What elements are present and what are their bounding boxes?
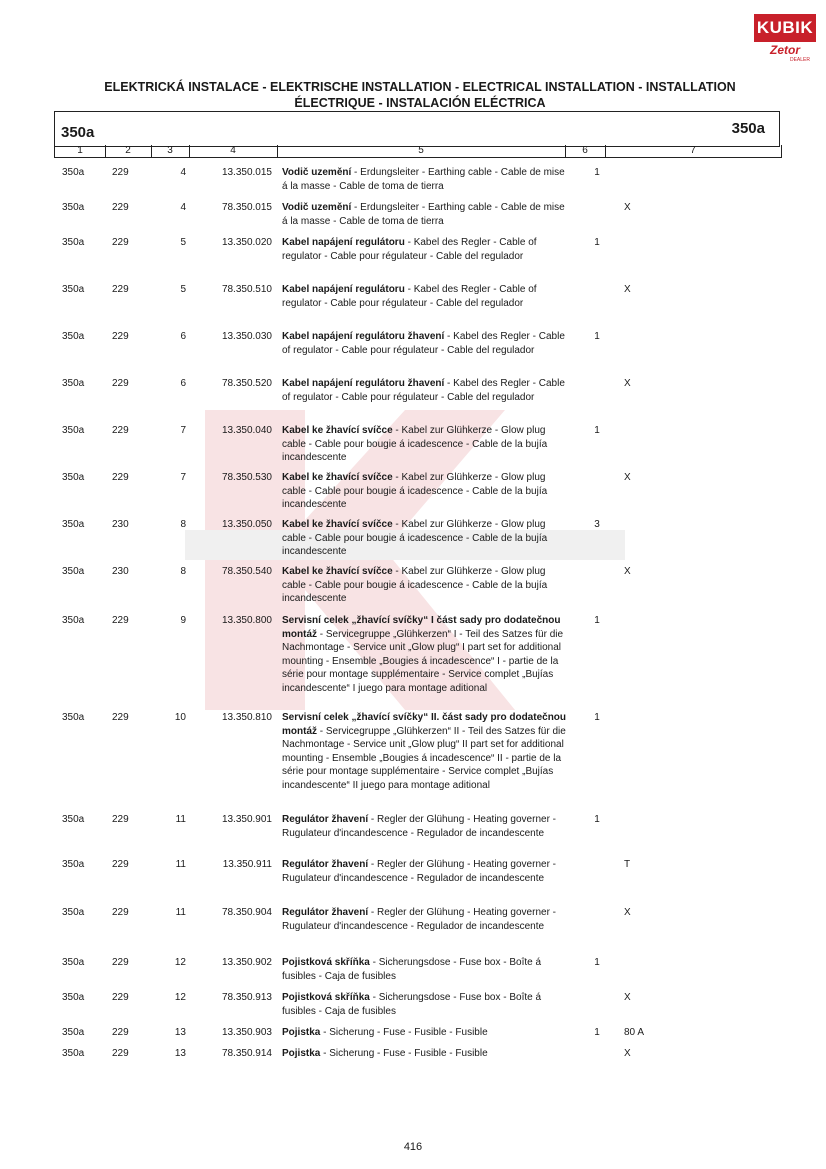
page-title-line2: ÉLECTRIQUE - INSTALACIÓN ELÉCTRICA xyxy=(294,96,546,110)
row-part-number: 13.350.050 xyxy=(221,519,272,530)
row-description-translations: - Kabel des Regler - Cable of regulator - Cable pour régulateur - Cable del regulador xyxy=(282,378,565,403)
row-part-number: 13.350.911 xyxy=(222,859,272,870)
row-description-translations: - Kabel zur Glühkerze - Glow plug cable - Cable pour bougie á icadescence - Cable de la bujía incandescente xyxy=(282,472,548,510)
row-quantity: 3 xyxy=(594,519,600,530)
row-figure: 229 xyxy=(112,331,129,342)
row-position: 13 xyxy=(174,1027,186,1038)
row-description-translations: - Regler der Glühung - Heating governer - Rugulateur d'incandescence - Regulador de incandescente xyxy=(282,814,557,839)
row-position: 12 xyxy=(174,992,186,1003)
row-part-number: 78.350.913 xyxy=(221,992,272,1003)
row-figure: 229 xyxy=(112,167,129,178)
section-header xyxy=(54,111,780,147)
row-position: 6 xyxy=(180,378,186,389)
row-description-translations: - Regler der Glühung - Heating governer - Rugulateur d'incandescence - Regulador de incandescente xyxy=(282,907,557,932)
row-description-czech: Pojistka xyxy=(282,1048,321,1059)
row-description xyxy=(282,236,567,263)
row-description-czech: Kabel napájení regulátoru žhavení xyxy=(282,378,445,389)
row-part-number: 13.350.810 xyxy=(221,712,272,723)
row-group: 350a xyxy=(62,992,85,1003)
row-quantity: 1 xyxy=(594,814,600,825)
row-description xyxy=(282,1026,567,1040)
row-part-number: 78.350.904 xyxy=(221,907,272,918)
row-quantity: 1 xyxy=(594,167,600,178)
row-description xyxy=(282,471,567,512)
column-header: 2 xyxy=(105,145,152,157)
row-figure: 229 xyxy=(112,957,129,968)
row-position: 12 xyxy=(174,957,186,968)
row-description xyxy=(282,565,567,606)
row-description xyxy=(282,991,567,1018)
row-note: X xyxy=(624,566,631,577)
row-group: 350a xyxy=(62,284,85,295)
row-quantity: 1 xyxy=(594,615,600,626)
row-description-czech: Regulátor žhavení xyxy=(282,814,369,825)
row-description-czech: Kabel napájení regulátoru xyxy=(282,284,405,295)
row-description xyxy=(282,906,567,933)
row-description-czech: Pojistková skříňka xyxy=(282,992,370,1003)
row-description-translations: - Kabel des Regler - Cable of regulator - Cable pour régulateur - Cable del regulador xyxy=(282,237,537,262)
row-part-number: 78.350.530 xyxy=(221,472,272,483)
row-part-number: 13.350.040 xyxy=(221,425,272,436)
row-position: 4 xyxy=(180,167,186,178)
row-group: 350a xyxy=(62,167,85,178)
section-label-right: 350a xyxy=(731,120,765,137)
row-description-czech: Pojistková skříňka xyxy=(282,957,370,968)
row-part-number: 13.350.020 xyxy=(221,237,272,248)
column-header: 1 xyxy=(55,145,106,157)
column-header-row xyxy=(54,145,782,158)
row-position: 6 xyxy=(180,331,186,342)
row-description-translations: - Kabel des Regler - Cable of regulator - Cable pour régulateur - Cable del regulador xyxy=(282,284,537,309)
row-group: 350a xyxy=(62,957,85,968)
row-part-number: 78.350.540 xyxy=(221,566,272,577)
column-header: 4 xyxy=(189,145,278,157)
row-part-number: 13.350.902 xyxy=(221,957,272,968)
row-figure: 229 xyxy=(112,237,129,248)
row-description-translations: - Sicherungsdose - Fuse box - Boîte á fusibles - Caja de fusibles xyxy=(282,992,542,1017)
row-note: X xyxy=(624,992,631,1003)
kubik-logo xyxy=(754,14,816,64)
row-position: 4 xyxy=(180,202,186,213)
row-position: 11 xyxy=(175,859,186,870)
row-description-czech: Vodič uzemění xyxy=(282,167,352,178)
row-part-number: 78.350.015 xyxy=(221,202,272,213)
row-description-czech: Regulátor žhavení xyxy=(282,907,369,918)
row-figure: 229 xyxy=(112,814,129,825)
row-description xyxy=(282,858,567,885)
row-part-number: 13.350.015 xyxy=(221,167,272,178)
column-header: 5 xyxy=(277,145,566,157)
row-group: 350a xyxy=(62,202,85,213)
row-quantity: 1 xyxy=(594,237,600,248)
row-position: 8 xyxy=(180,566,186,577)
row-quantity: 1 xyxy=(594,425,600,436)
row-group: 350a xyxy=(62,814,85,825)
row-description-czech: Regulátor žhavení xyxy=(282,859,369,870)
row-part-number: 13.350.901 xyxy=(221,814,272,825)
row-figure: 229 xyxy=(112,472,129,483)
row-figure: 230 xyxy=(112,566,129,577)
row-figure: 229 xyxy=(112,992,129,1003)
logo-brand: KUBIK xyxy=(756,18,814,37)
row-description xyxy=(282,166,567,193)
row-quantity: 1 xyxy=(594,1027,600,1038)
row-position: 13 xyxy=(174,1048,186,1059)
row-description-czech: Servisní celek „žhavící svíčky“ II. část sady pro dodatečnou montáž xyxy=(282,712,567,737)
row-note: X xyxy=(624,202,631,213)
row-group: 350a xyxy=(62,859,85,870)
logo-partner: Zetor xyxy=(770,43,800,57)
row-figure: 229 xyxy=(112,1048,129,1059)
row-group: 350a xyxy=(62,566,85,577)
column-header: 3 xyxy=(151,145,190,157)
row-quantity: 1 xyxy=(594,957,600,968)
row-description xyxy=(282,201,567,228)
row-description-translations: - Servicegruppe „Glühkerzen“ II - Teil des Satzes für die Nachmontage - Service unit „Glow plug“ II part set for additional mounting - Ensemble „Bougies á incadescence“ II - partie de la série pour montage supplémentaire - Service complet „Bujías incandescente“ II juego para montage aditional xyxy=(282,725,566,791)
row-description-czech: Kabel ke žhavící svíčce xyxy=(282,566,393,577)
row-position: 11 xyxy=(175,907,186,918)
row-part-number: 78.350.520 xyxy=(221,378,272,389)
row-part-number: 13.350.800 xyxy=(221,615,272,626)
row-description-translations: - Erdungsleiter - Earthing cable - Cable de mise á la masse - Cable de toma de tierra xyxy=(282,167,565,192)
row-description-czech: Vodič uzemění xyxy=(282,202,352,213)
row-note: X xyxy=(624,907,631,918)
row-description-translations: - Kabel des Regler - Cable of regulator - Cable pour régulateur - Cable del regulador xyxy=(282,331,565,356)
row-group: 350a xyxy=(62,331,85,342)
column-header: 7 xyxy=(690,145,696,156)
row-description xyxy=(282,1047,567,1061)
row-group: 350a xyxy=(62,519,85,530)
row-position: 5 xyxy=(180,284,186,295)
row-figure: 229 xyxy=(112,378,129,389)
logo-brand-box xyxy=(754,14,816,42)
row-figure: 230 xyxy=(112,519,129,530)
row-group: 350a xyxy=(62,237,85,248)
row-description-translations: - Kabel zur Glühkerze - Glow plug cable - Cable pour bougie á icadescence - Cable de la bujía incandescente xyxy=(282,425,548,463)
row-description xyxy=(282,614,567,695)
row-description-czech: Kabel ke žhavící svíčce xyxy=(282,425,393,436)
row-position: 7 xyxy=(180,425,186,436)
row-figure: 229 xyxy=(112,425,129,436)
row-description xyxy=(282,283,567,310)
row-description-translations: - Kabel zur Glühkerze - Glow plug cable - Cable pour bougie á icadescence - Cable de la bujía incandescente xyxy=(282,519,548,557)
row-description-czech: Pojistka xyxy=(282,1027,321,1038)
row-figure: 229 xyxy=(112,712,129,723)
logo-partner-sub: DEALER xyxy=(789,57,810,63)
row-group: 350a xyxy=(62,1027,85,1038)
row-group: 350a xyxy=(62,712,85,723)
row-figure: 229 xyxy=(112,202,129,213)
row-figure: 229 xyxy=(112,615,129,626)
row-description-translations: - Servicegruppe „Glühkerzen“ I - Teil des Satzes für die Nachmontage - Service unit „Glow plug“ I part set for additional mounting - Ensemble „Bougies á incadescence“ I - partie de la série pour montage supplémentaire - Service complet „Bujías incandescente“ I juego para montage aditional xyxy=(282,628,564,694)
row-figure: 229 xyxy=(112,284,129,295)
row-figure: 229 xyxy=(112,1027,129,1038)
row-description xyxy=(282,711,567,792)
row-position: 11 xyxy=(175,814,186,825)
row-note: X xyxy=(624,284,631,295)
page-title-line1: ELEKTRICKÁ INSTALACE - ELEKTRISCHE INSTALLATION - ELECTRICAL INSTALLATION - INSTALLATION xyxy=(104,80,736,94)
row-description xyxy=(282,424,567,465)
row-quantity: 1 xyxy=(594,712,600,723)
row-description xyxy=(282,330,567,357)
row-description xyxy=(282,813,567,840)
row-note: X xyxy=(624,378,631,389)
row-figure: 229 xyxy=(112,859,129,870)
row-part-number: 78.350.914 xyxy=(221,1048,272,1059)
row-description-translations: - Sicherungsdose - Fuse box - Boîte á fusibles - Caja de fusibles xyxy=(282,957,542,982)
row-position: 10 xyxy=(174,712,186,723)
row-note: X xyxy=(624,1048,631,1059)
row-part-number: 13.350.903 xyxy=(221,1027,272,1038)
row-part-number: 78.350.510 xyxy=(221,284,272,295)
row-position: 7 xyxy=(180,472,186,483)
row-group: 350a xyxy=(62,425,85,436)
row-position: 8 xyxy=(180,519,186,530)
row-note: X xyxy=(624,472,631,483)
row-group: 350a xyxy=(62,378,85,389)
section-label-left: 350a xyxy=(61,124,95,141)
row-group: 350a xyxy=(62,472,85,483)
row-note: T xyxy=(624,859,631,870)
row-position: 9 xyxy=(180,615,186,626)
row-note: 80 A xyxy=(624,1027,645,1038)
row-description-czech: Kabel napájení regulátoru xyxy=(282,237,405,248)
row-description-translations: - Kabel zur Glühkerze - Glow plug cable - Cable pour bougie á icadescence - Cable de la bujía incandescente xyxy=(282,566,548,604)
row-description xyxy=(282,956,567,983)
row-group: 350a xyxy=(62,1048,85,1059)
row-description-czech: Servisní celek „žhavící svíčky“ I část sady pro dodatečnou montáž xyxy=(282,615,561,640)
row-position: 5 xyxy=(180,237,186,248)
row-group: 350a xyxy=(62,907,85,918)
row-description-translations: - Erdungsleiter - Earthing cable - Cable de mise á la masse - Cable de toma de tierra xyxy=(282,202,565,227)
page-number: 416 xyxy=(403,1141,423,1153)
row-description-translations: - Regler der Glühung - Heating governer - Rugulateur d'incandescence - Regulador de incandescente xyxy=(282,859,557,884)
row-description xyxy=(282,377,567,404)
row-quantity: 1 xyxy=(594,331,600,342)
row-part-number: 13.350.030 xyxy=(221,331,272,342)
row-description xyxy=(282,518,567,559)
row-description-czech: Kabel ke žhavící svíčce xyxy=(282,472,393,483)
row-description-translations: - Sicherung - Fuse - Fusible - Fusible xyxy=(320,1048,488,1059)
row-description-czech: Kabel ke žhavící svíčce xyxy=(282,519,393,530)
column-header: 6 xyxy=(565,145,606,157)
row-group: 350a xyxy=(62,615,85,626)
row-description-translations: - Sicherung - Fuse - Fusible - Fusible xyxy=(320,1027,488,1038)
row-description-czech: Kabel napájení regulátoru žhavení xyxy=(282,331,445,342)
row-figure: 229 xyxy=(112,907,129,918)
